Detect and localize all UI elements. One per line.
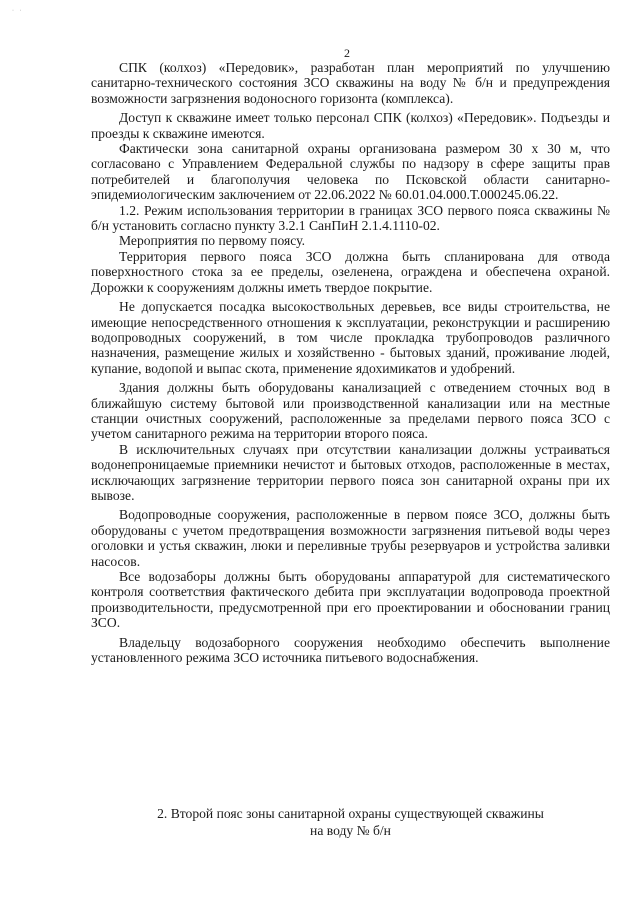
corner-scan-mark: · · [12,8,24,14]
paragraph-plan-measures: СПК (колхоз) «Передовик», разработан план мероприятий по улучшению санитарно-технического состояния ЗСО скважины на воду № б/н и предупреждения возможности загрязнения водоносного горизонта (комплекса). [91,60,610,106]
paragraph-water-structures: Водопроводные сооружения, расположенные в первом поясе ЗСО, должны быть оборудованы с учетом предотвращения возможности загрязнения питьевой воды через оголовки и устья скважин, люки и переливные трубы резервуаров и устройства заливки насосов. [91,507,610,569]
paragraph-access: Доступ к скважине имеет только персонал СПК (колхоз) «Передовик». Подъезды и проезды к скважине имеются. [91,110,610,141]
paragraph-exceptional-cases: В исключительных случаях при отсутствии канализации должны устраиваться водонепроницаемые приемники нечистот и бытовых отходов, расположенные в местах, исключающих загрязнение территории первого пояса зон санитарной охраны при их вывозе. [91,441,610,503]
paragraph-zone-size: Фактически зона санитарной охраны организована размером 30 х 30 м, что согласовано с Управлением Федеральной службы по надзору в сфере защиты прав потребителей и благополучия человека по Псковской области санитарно-эпидемиологическим заключением от 22.06.2022 № 60.01.04.000.Т.000245.06.22. [91,141,610,203]
paragraph-prohibitions: Не допускается посадка высокоствольных деревьев, все виды строительства, не имеющие непосредственного отношения к эксплуатации, реконструкции и расширению водопроводных сооружений, в том числе прокладка трубопроводов различного назначения, размещение жилых и хозяйственно - бытовых зданий, проживание людей, купание, водопой и выпас скота, применение ядохимикатов и удобрений. [91,299,610,376]
section-heading-line-1: 2. Второй пояс зоны санитарной охраны существующей скважины [157,806,544,821]
paragraph-sewerage: Здания должны быть оборудованы канализацией с отведением сточных вод в ближайшую систему бытовой или производственной канализации или на местные станции очистных сооружений, расположенные за пределами первого пояса ЗСО с учетом санитарного режима на территории второго пояса. [91,380,610,442]
section-heading [91,805,610,839]
paragraph-water-intakes: Все водозаборы должны быть оборудованы аппаратурой для систематического контроля соответствия фактического дебита при эксплуатации водопровода проектной производительности, предусмотренной при его проектировании и обосновании границ ЗСО. [91,569,610,631]
section-heading-line-2: на воду № б/н [310,823,391,838]
paragraph-regime-1-2: 1.2. Режим использования территории в границах ЗСО первого пояса скважины № б/н установить согласно пункту 3.2.1 СанПиН 2.1.4.1110-02. [91,202,610,234]
paragraph-territory: Территория первого пояса ЗСО должна быть спланирована для отвода поверхностного стока за ее пределы, озеленена, ограждена и обеспечена охраной. Дорожки к сооружениям должны иметь твердое покрытие. [91,248,610,295]
paragraph-first-belt-heading: Мероприятия по первому поясу. [119,233,305,249]
page-number: 2 [344,46,350,60]
body-text [91,60,610,665]
paragraph-owner-obligation: Владельцу водозаборного сооружения необходимо обеспечить выполнение установленного режима ЗСО источника питьевого водоснабжения. [91,634,610,666]
